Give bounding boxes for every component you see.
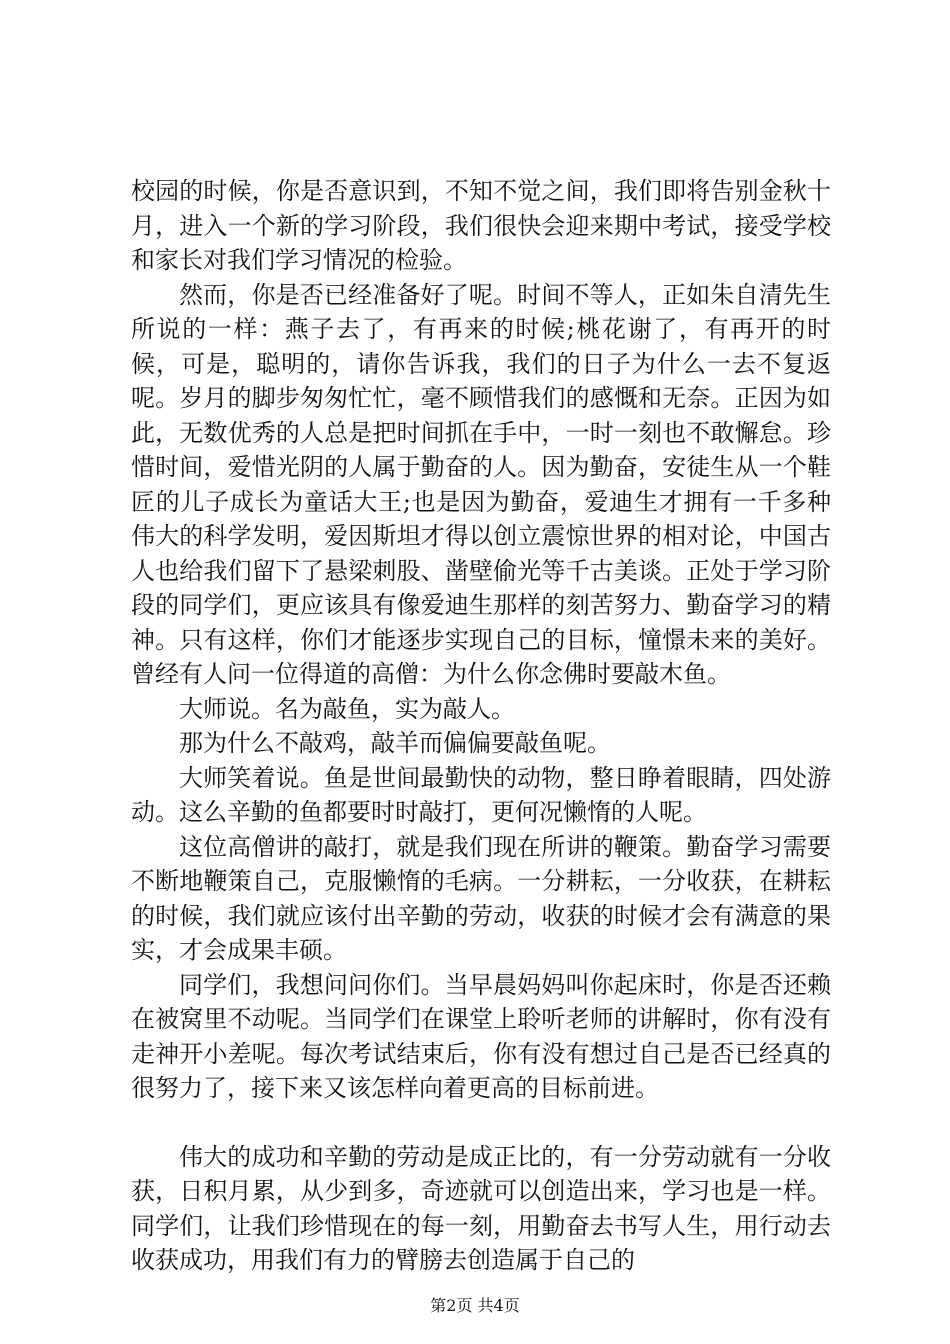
paragraph: 然而，你是否已经准备好了呢。时间不等人，正如朱自清先生所说的一样：燕子去了，有再来的时候;桃花谢了，有再开的时候，可是，聪明的，请你告诉我，我们的日子为什么一去不复返呢。岁月的脚步匆匆忙忙，毫不顾惜我们的感慨和无奈。正因为如此，无数优秀的人总是把时间抓在手中，一时一刻也不敢懈怠。珍惜时间，爱惜光阴的人属于勤奋的人。因为勤奋，安徒生从一个鞋匠的儿子成长为童话大王;也是因为勤奋，爱迪生才拥有一千多种伟大的科学发明，爱因斯坦才得以创立震惊世界的相对论，中国古人也给我们留下了悬梁刺股、凿壁偷光等千古美谈。正处于学习阶段的同学们，更应该具有像爱迪生那样的刻苦努力、勤奋学习的精神。只有这样，你们才能逐步实现自己的目标，憧憬未来的美好。曾经有人问一位得道的高僧：为什么你念佛时要敲木鱼。 (131, 280, 831, 688)
paragraph: 这位高僧讲的敲打，就是我们现在所讲的鞭策。勤奋学习需要不断地鞭策自己，克服懒惰的毛病。一分耕耘，一分收获，在耕耘的时候，我们就应该付出辛勤的劳动，收获的时候才会有满意的果实，才会成果丰硕。 (131, 832, 831, 964)
paragraph: 伟大的成功和辛勤的劳动是成正比的，有一分劳动就有一分收获，日积月累，从少到多，奇迹就可以创造出来，学习也是一样。同学们，让我们珍惜现在的每一刻，用勤奋去书写人生，用行动去收获成功，用我们有力的臂膀去创造属于自己的 (131, 1142, 831, 1274)
page-number-footer: 第2页 共4页 (430, 1296, 520, 1315)
paragraph-spacer (131, 1106, 831, 1140)
paragraph: 大师笑着说。鱼是世间最勤快的动物，整日睁着眼睛，四处游动。这么辛勤的鱼都要时时敲打，更何况懒惰的人呢。 (131, 763, 831, 826)
paragraph: 那为什么不敲鸡，敲羊而偏偏要敲鱼呢。 (179, 729, 611, 757)
paragraph: 同学们，我想问问你们。当早晨妈妈叫你起床时，你是否还赖在被窝里不动呢。当同学们在课堂上聆听老师的讲解时，你有没有走神开小差呢。每次考试结束后，你有没有想过自己是否已经真的很努力了，接下来又该怎样向着更高的目标前进。 (131, 970, 831, 1102)
paragraph: 大师说。名为敲鱼，实为敲人。 (179, 694, 515, 723)
document-body (131, 174, 831, 1278)
paragraph-continuation: 校园的时候，你是否意识到，不知不觉之间，我们即将告别金秋十月，进入一个新的学习阶段，我们很快会迎来期中考试，接受学校和家长对我们学习情况的检验。 (131, 177, 831, 274)
